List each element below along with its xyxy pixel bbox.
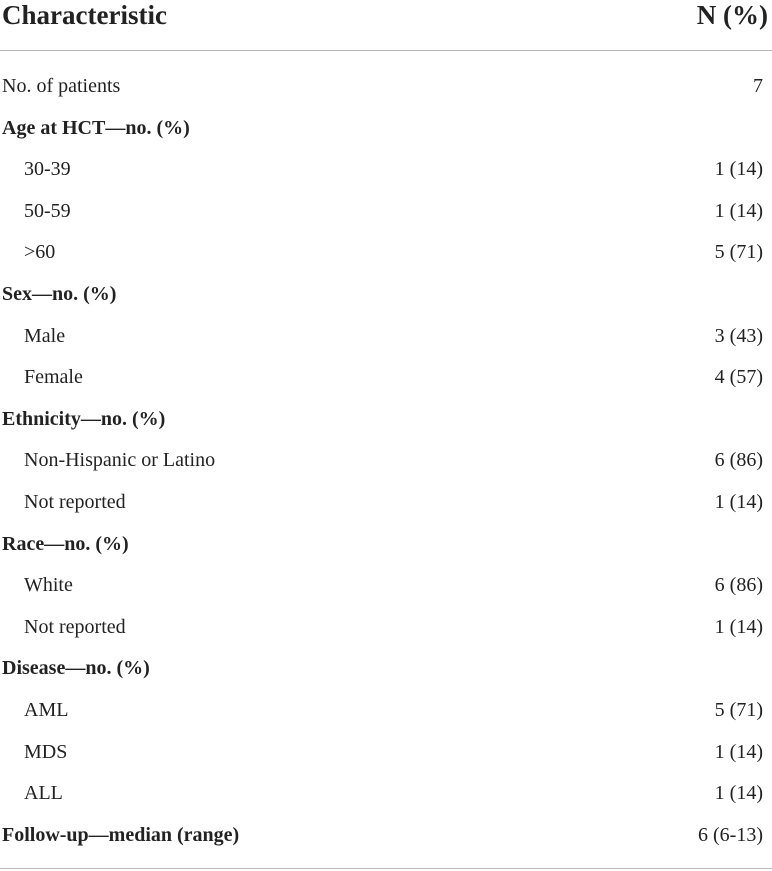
table-row (0, 399, 772, 441)
table-row (0, 274, 772, 316)
row-label: Male (24, 324, 66, 347)
row-label: Sex—no. (%) (2, 282, 117, 305)
table-row (0, 357, 772, 399)
table-row (0, 690, 772, 732)
row-label: Follow-up—median (range) (2, 823, 240, 846)
row-label: Female (24, 366, 83, 389)
row-value: 6 (86) (714, 574, 763, 597)
row-value: 7 (753, 75, 763, 97)
table-row (0, 66, 772, 108)
table-row (0, 108, 772, 150)
row-label: Not reported (24, 615, 126, 638)
table-row (0, 815, 772, 857)
row-label: MDS (24, 740, 68, 763)
row-label: No. of patients (2, 75, 121, 97)
row-label: >60 (24, 241, 56, 264)
row-value: 5 (71) (714, 698, 763, 721)
row-value: 1 (14) (714, 615, 763, 638)
row-label: Non-Hispanic or Latino (24, 449, 216, 472)
table-header (0, 0, 772, 51)
table-row (0, 565, 772, 607)
row-label: AML (24, 698, 69, 721)
table-row (0, 482, 772, 524)
row-value: 1 (14) (714, 782, 763, 805)
bottom-rule (0, 868, 772, 869)
table-row (0, 732, 772, 774)
row-label: ALL (24, 782, 63, 805)
row-value: 6 (86) (714, 449, 763, 472)
row-label: Race—no. (%) (2, 532, 129, 555)
table-row (0, 232, 772, 274)
header-n-percent: N (%) (696, 0, 768, 30)
row-label: Ethnicity—no. (%) (2, 407, 166, 430)
header-characteristic: Characteristic (2, 0, 167, 30)
row-label: Disease—no. (%) (2, 657, 150, 680)
row-value: 1 (14) (714, 740, 763, 763)
row-value: 6 (6-13) (698, 823, 763, 846)
table-row (0, 149, 772, 191)
row-label: 30-39 (24, 158, 71, 181)
row-label: Not reported (24, 490, 126, 513)
row-label: White (24, 574, 73, 597)
row-value: 1 (14) (714, 490, 763, 513)
row-value: 1 (14) (714, 158, 763, 181)
table-body (0, 66, 772, 856)
table-row (0, 648, 772, 690)
table-row (0, 607, 772, 649)
table-row (0, 773, 772, 815)
table-row (0, 316, 772, 358)
table-row (0, 191, 772, 233)
row-value: 5 (71) (714, 241, 763, 264)
row-value: 3 (43) (714, 324, 763, 347)
row-label: 50-59 (24, 199, 71, 222)
row-value: 4 (57) (714, 366, 763, 389)
row-label: Age at HCT—no. (%) (2, 116, 190, 139)
row-value: 1 (14) (714, 199, 763, 222)
table-row (0, 440, 772, 482)
table-row (0, 524, 772, 566)
